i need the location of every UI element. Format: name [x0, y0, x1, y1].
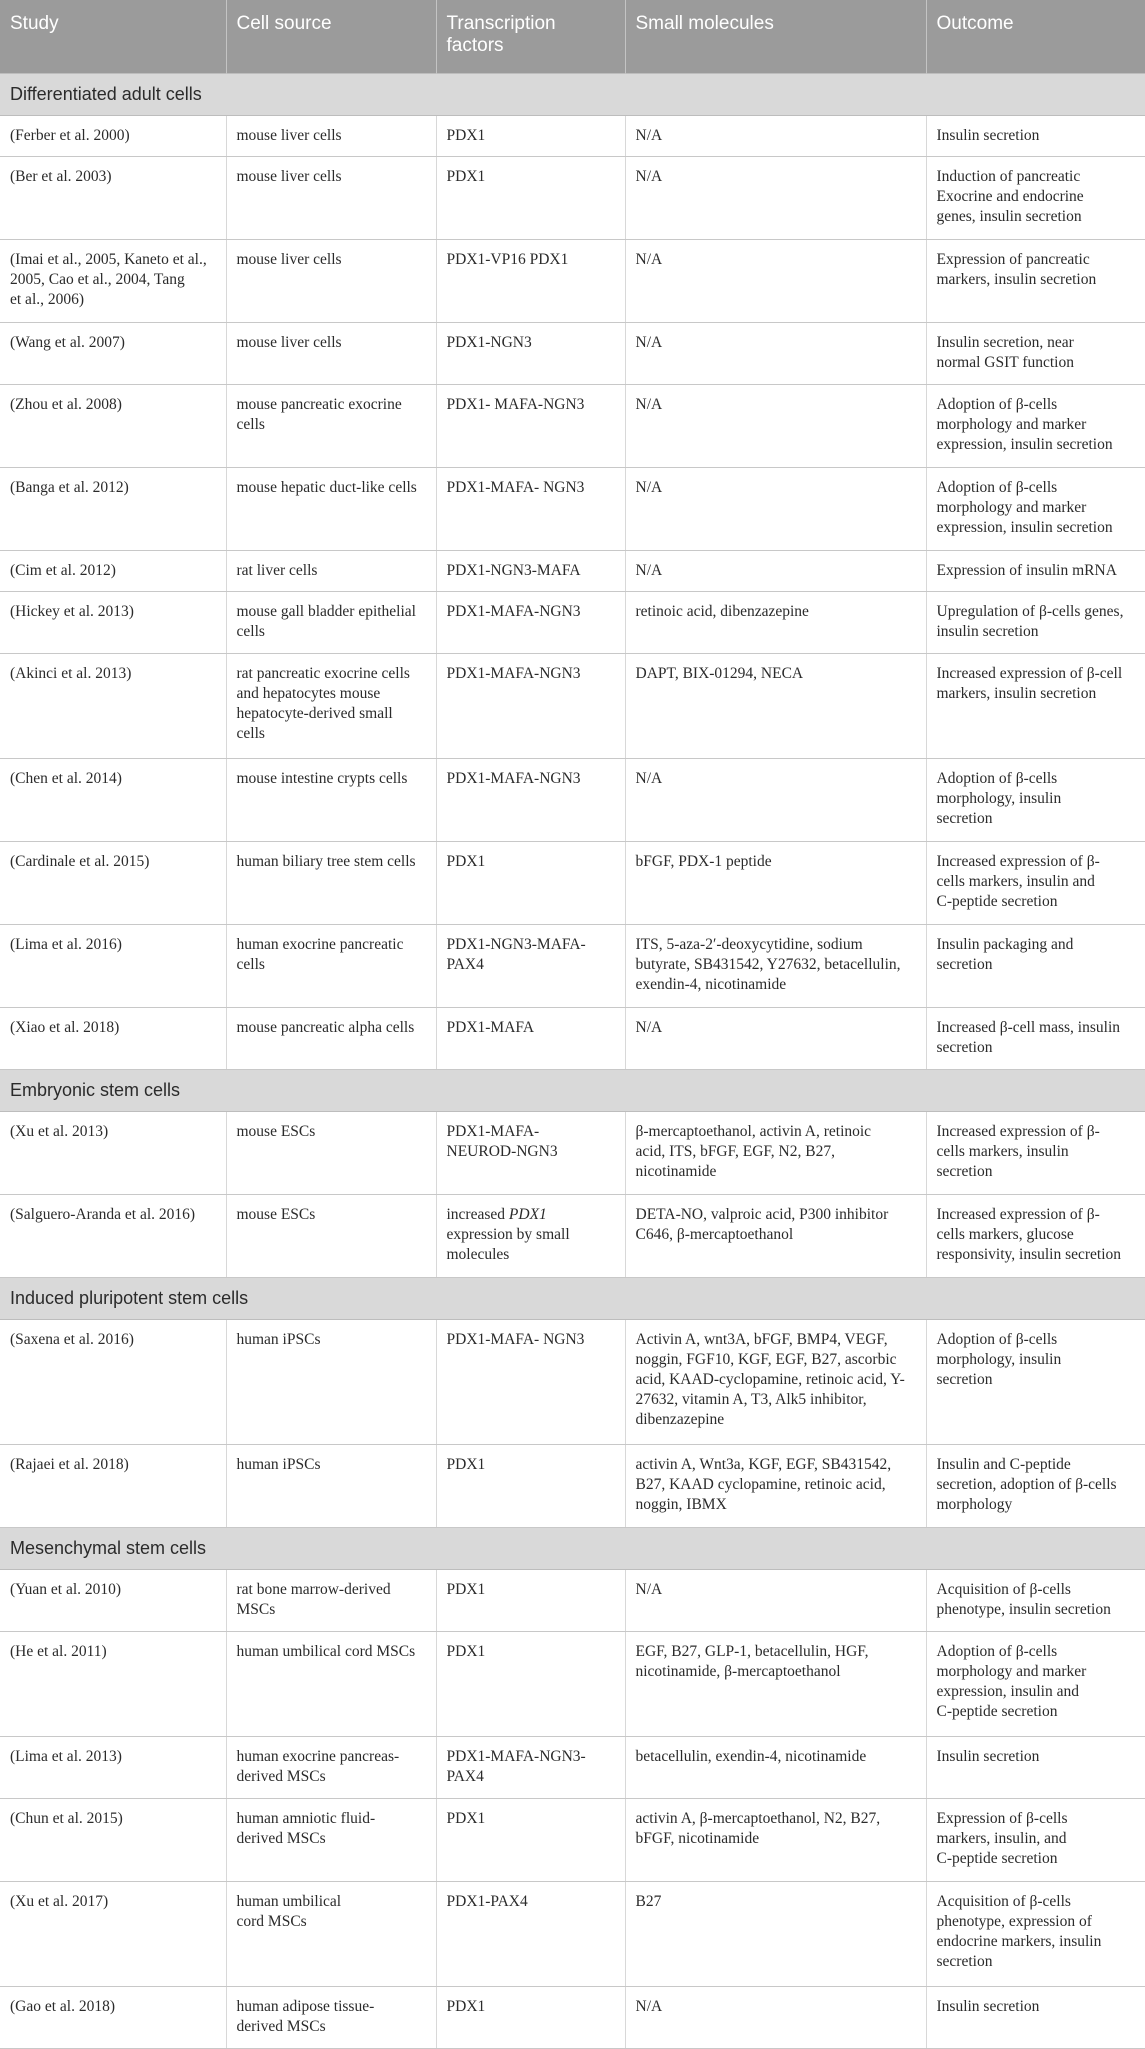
table-row — [0, 1882, 1145, 1987]
cell-source-cell-text: rat bone marrow-derived MSCs — [236, 1581, 391, 1618]
outcome-cell-text: Adoption of β-cells morphology, insulin secretion — [936, 1331, 1062, 1388]
study-cell-text: (Saxena et al. 2016) — [10, 1331, 134, 1348]
section-title: Mesenchymal stem cells — [0, 1528, 1145, 1570]
outcome-cell-text: Increased expression of β- cells markers, insulin secretion — [936, 1123, 1100, 1180]
transcription-factors-cell — [436, 1987, 625, 2049]
cell-source-cell-text: mouse pancreatic alpha cells — [236, 1019, 415, 1036]
cell-source-cell — [226, 1008, 436, 1070]
cell-source-cell — [226, 157, 436, 240]
study-cell-text: (Cim et al. 2012) — [10, 562, 116, 579]
small-molecules-cell — [625, 1737, 926, 1799]
study-cell-text: (Imai et al., 2005, Kaneto et al., 2005, Cao et al., 2004, Tang et al., 2006) — [10, 251, 207, 308]
cell-source-cell — [226, 759, 436, 842]
study-cell-text: (Zhou et al. 2008) — [10, 396, 122, 413]
table-row — [0, 323, 1145, 385]
header-small-molecules: Small molecules — [625, 0, 926, 74]
outcome-cell-text: Induction of pancreatic Exocrine and endocrine genes, insulin secretion — [936, 168, 1084, 225]
study-cell — [0, 759, 226, 842]
transcription-factors-cell-text: PDX1-NGN3-MAFA — [446, 562, 581, 579]
cell-source-cell-text: mouse hepatic duct-like cells — [236, 479, 417, 496]
transcription-factors-cell — [436, 654, 625, 759]
transcription-factors-cell-text: PDX1-MAFA- NGN3 — [446, 1331, 585, 1348]
cell-source-cell — [226, 1882, 436, 1987]
study-cell — [0, 240, 226, 323]
small-molecules-cell — [625, 1445, 926, 1528]
cell-source-cell — [226, 1632, 436, 1737]
small-molecules-cell — [625, 116, 926, 157]
small-molecules-cell — [625, 759, 926, 842]
cell-source-cell-text: mouse ESCs — [236, 1206, 316, 1223]
table-body — [0, 74, 1145, 2049]
study-cell-text: (Hickey et al. 2013) — [10, 603, 134, 620]
study-cell — [0, 116, 226, 157]
outcome-cell-text: Acquisition of β-cells phenotype, expression of endocrine markers, insulin secretion — [936, 1893, 1102, 1970]
small-molecules-cell-text: N/A — [635, 1581, 663, 1598]
study-cell — [0, 157, 226, 240]
cell-source-cell-text: mouse liver cells — [236, 334, 342, 351]
table-row — [0, 116, 1145, 157]
outcome-cell-text: Insulin secretion — [936, 127, 1040, 144]
transcription-factors-cell — [436, 592, 625, 654]
outcome-cell-text: Insulin secretion — [936, 1748, 1040, 1765]
cell-source-cell-text: human exocrine pancreas- derived MSCs — [236, 1748, 400, 1785]
cell-source-cell — [226, 1445, 436, 1528]
section-row — [0, 1278, 1145, 1320]
header-cell-source: Cell source — [226, 0, 436, 74]
table-row — [0, 468, 1145, 551]
study-cell — [0, 1882, 226, 1987]
outcome-cell — [926, 1320, 1145, 1445]
outcome-cell — [926, 116, 1145, 157]
transcription-factors-cell — [436, 842, 625, 925]
transcription-factors-cell — [436, 468, 625, 551]
section-title: Induced pluripotent stem cells — [0, 1278, 1145, 1320]
cell-source-cell-text: human iPSCs — [236, 1331, 321, 1348]
cell-source-cell — [226, 1987, 436, 2049]
small-molecules-cell-text: DETA-NO, valproic acid, P300 inhibitor C646, β-mercaptoethanol — [635, 1206, 889, 1243]
outcome-cell — [926, 592, 1145, 654]
cell-source-cell — [226, 323, 436, 385]
small-molecules-cell — [625, 1008, 926, 1070]
study-cell-text: (Banga et al. 2012) — [10, 479, 129, 496]
transcription-factors-cell-text: PDX1 — [446, 1456, 486, 1473]
cell-source-cell-text: mouse liver cells — [236, 251, 342, 268]
cell-source-cell-text: rat liver cells — [236, 562, 318, 579]
small-molecules-cell-text: N/A — [635, 479, 663, 496]
outcome-cell-text: Adoption of β-cells morphology and marker expression, insulin and C-peptide secretion — [936, 1643, 1087, 1720]
outcome-cell — [926, 240, 1145, 323]
transcription-factors-cell-text: PDX1-MAFA-NGN3 — [446, 603, 581, 620]
outcome-cell-text: Insulin secretion, near normal GSIT function — [936, 334, 1074, 371]
cell-source-cell-text: human iPSCs — [236, 1456, 321, 1473]
outcome-cell — [926, 157, 1145, 240]
study-cell-text: (Ferber et al. 2000) — [10, 127, 130, 144]
outcome-cell — [926, 1882, 1145, 1987]
cell-source-cell — [226, 385, 436, 468]
outcome-cell — [926, 1737, 1145, 1799]
outcome-cell — [926, 842, 1145, 925]
transcription-factors-cell-text: PDX1 — [446, 168, 486, 185]
outcome-cell-text: Expression of β-cells markers, insulin, and C-peptide secretion — [936, 1810, 1068, 1867]
small-molecules-cell-text: N/A — [635, 251, 663, 268]
study-cell — [0, 468, 226, 551]
study-cell — [0, 1445, 226, 1528]
outcome-cell — [926, 551, 1145, 592]
small-molecules-cell-text: betacellulin, exendin-4, nicotinamide — [635, 1748, 867, 1765]
transcription-factors-cell-text: PDX1 — [446, 853, 486, 870]
transcription-factors-cell-text: PDX1-NGN3-MAFA- PAX4 — [446, 936, 586, 973]
outcome-cell-text: Adoption of β-cells morphology and marker expression, insulin secretion — [936, 479, 1113, 536]
study-cell — [0, 1632, 226, 1737]
study-cell-text: (Salguero-Aranda et al. 2016) — [10, 1206, 196, 1223]
study-cell-text: (Xu et al. 2017) — [10, 1893, 109, 1910]
small-molecules-cell — [625, 157, 926, 240]
small-molecules-cell-text: N/A — [635, 168, 663, 185]
transcription-factors-cell — [436, 240, 625, 323]
study-cell — [0, 1008, 226, 1070]
header-study: Study — [0, 0, 226, 74]
small-molecules-cell-text: bFGF, PDX-1 peptide — [635, 853, 772, 870]
table-row — [0, 1008, 1145, 1070]
study-cell-text: (Chun et al. 2015) — [10, 1810, 123, 1827]
small-molecules-cell — [625, 1987, 926, 2049]
cell-source-cell-text: human adipose tissue- derived MSCs — [236, 1998, 375, 2035]
study-cell-text: (He et al. 2011) — [10, 1643, 107, 1660]
small-molecules-cell-text: DAPT, BIX-01294, NECA — [635, 665, 804, 682]
transcription-factors-cell-text: PDX1-MAFA — [446, 1019, 535, 1036]
table-row — [0, 1570, 1145, 1632]
outcome-cell-text: Insulin packaging and secretion — [936, 936, 1074, 973]
table-row — [0, 759, 1145, 842]
cell-source-cell-text: human amniotic fluid- derived MSCs — [236, 1810, 376, 1847]
transcription-factors-cell — [436, 1882, 625, 1987]
study-cell — [0, 1320, 226, 1445]
transcription-factors-cell-text: PDX1 — [446, 1998, 486, 2015]
small-molecules-cell-text: Activin A, wnt3A, bFGF, BMP4, VEGF, noggin, FGF10, KGF, EGF, B27, ascorbic acid, KAAD-cyclopamine, retinoic acid, Y- 27632, vitamin A, T3, Alk5 inhibitor, dibenzazepine — [635, 1331, 905, 1428]
cell-source-cell — [226, 925, 436, 1008]
small-molecules-cell — [625, 385, 926, 468]
transcription-factors-cell-text: PDX1-NGN3 — [446, 334, 532, 351]
small-molecules-cell-text: B27 — [635, 1893, 662, 1910]
outcome-cell-text: Adoption of β-cells morphology, insulin secretion — [936, 770, 1062, 827]
small-molecules-cell — [625, 1882, 926, 1987]
small-molecules-cell — [625, 592, 926, 654]
study-cell — [0, 323, 226, 385]
study-cell-text: (Rajaei et al. 2018) — [10, 1456, 129, 1473]
transcription-factors-cell — [436, 1570, 625, 1632]
section-row — [0, 1528, 1145, 1570]
outcome-cell — [926, 1987, 1145, 2049]
study-cell — [0, 925, 226, 1008]
cell-source-cell — [226, 116, 436, 157]
study-cell-text: (Wang et al. 2007) — [10, 334, 125, 351]
transcription-factors-cell-text: increased PDX1 expression by small molecules — [446, 1206, 570, 1263]
section-title: Differentiated adult cells — [0, 74, 1145, 116]
small-molecules-cell-text: N/A — [635, 1019, 663, 1036]
transcription-factors-cell — [436, 1445, 625, 1528]
study-cell — [0, 842, 226, 925]
table-row — [0, 1445, 1145, 1528]
table-row — [0, 1632, 1145, 1737]
small-molecules-cell-text: N/A — [635, 127, 663, 144]
cell-source-cell-text: human umbilical cord MSCs — [236, 1643, 416, 1660]
transcription-factors-cell-text: PDX1 — [446, 1643, 486, 1660]
transcription-factors-cell-text: PDX1 — [446, 1581, 486, 1598]
small-molecules-cell — [625, 925, 926, 1008]
small-molecules-cell — [625, 654, 926, 759]
cell-source-cell — [226, 1195, 436, 1278]
study-cell — [0, 1570, 226, 1632]
table-row — [0, 592, 1145, 654]
small-molecules-cell-text: N/A — [635, 770, 663, 787]
outcome-cell — [926, 1112, 1145, 1195]
transcription-factors-cell-text: PDX1-MAFA-NGN3 — [446, 665, 581, 682]
study-cell — [0, 1799, 226, 1882]
outcome-cell-text: Increased expression of β- cells markers, insulin and C-peptide secretion — [936, 853, 1100, 910]
study-cell-text: (Xiao et al. 2018) — [10, 1019, 120, 1036]
study-cell-text: (Xu et al. 2013) — [10, 1123, 109, 1140]
cell-source-cell — [226, 1112, 436, 1195]
cell-source-cell-text: mouse ESCs — [236, 1123, 316, 1140]
table-row — [0, 1799, 1145, 1882]
transcription-factors-cell — [436, 925, 625, 1008]
outcome-cell — [926, 654, 1145, 759]
outcome-cell — [926, 1799, 1145, 1882]
cell-source-cell-text: rat pancreatic exocrine cells and hepatocytes mouse hepatocyte-derived small cells — [236, 665, 410, 742]
small-molecules-cell — [625, 551, 926, 592]
study-cell — [0, 1112, 226, 1195]
transcription-factors-cell-text: PDX1- MAFA-NGN3 — [446, 396, 585, 413]
outcome-cell — [926, 385, 1145, 468]
study-cell-text: (Ber et al. 2003) — [10, 168, 112, 185]
small-molecules-cell-text: ITS, 5-aza-2′-deoxycytidine, sodium butyrate, SB431542, Y27632, betacellulin, exendin-4, nicotinamide — [635, 936, 901, 993]
study-cell — [0, 1737, 226, 1799]
cell-source-cell-text: human umbilical cord MSCs — [236, 1893, 342, 1930]
transcription-factors-cell — [436, 1112, 625, 1195]
cell-source-cell — [226, 1320, 436, 1445]
study-cell — [0, 385, 226, 468]
small-molecules-cell-text: N/A — [635, 334, 663, 351]
transcription-factors-cell — [436, 1632, 625, 1737]
outcome-cell-text: Insulin secretion — [936, 1998, 1040, 2015]
outcome-cell — [926, 468, 1145, 551]
study-cell-text: (Akinci et al. 2013) — [10, 665, 132, 682]
outcome-cell-text: Increased expression of β- cells markers, glucose responsivity, insulin secretion — [936, 1206, 1122, 1263]
small-molecules-cell-text: N/A — [635, 396, 663, 413]
cell-source-cell — [226, 1799, 436, 1882]
transcription-factors-cell — [436, 116, 625, 157]
small-molecules-cell — [625, 842, 926, 925]
outcome-cell — [926, 323, 1145, 385]
small-molecules-cell-text: β-mercaptoethanol, activin A, retinoic acid, ITS, bFGF, EGF, N2, B27, nicotinamide — [635, 1123, 872, 1180]
cell-source-cell-text: mouse liver cells — [236, 168, 342, 185]
transcription-factors-cell-text: PDX1-PAX4 — [446, 1893, 528, 1910]
cell-source-cell-text: mouse intestine crypts cells — [236, 770, 408, 787]
outcome-cell-text: Upregulation of β-cells genes, insulin secretion — [936, 603, 1124, 640]
transcription-factors-cell-text: PDX1-MAFA-NGN3 — [446, 770, 581, 787]
transcription-factors-cell — [436, 1799, 625, 1882]
header-outcome: Outcome — [926, 0, 1145, 74]
outcome-cell-text: Increased β-cell mass, insulin secretion — [936, 1019, 1120, 1056]
small-molecules-cell — [625, 323, 926, 385]
cell-source-cell — [226, 654, 436, 759]
small-molecules-cell — [625, 1799, 926, 1882]
outcome-cell — [926, 1632, 1145, 1737]
table-row — [0, 385, 1145, 468]
study-cell — [0, 654, 226, 759]
table-row — [0, 842, 1145, 925]
outcome-cell — [926, 1195, 1145, 1278]
study-cell-text: (Lima et al. 2013) — [10, 1748, 122, 1765]
outcome-cell-text: Expression of insulin mRNA — [936, 562, 1117, 579]
study-cell — [0, 1195, 226, 1278]
outcome-cell — [926, 1570, 1145, 1632]
small-molecules-cell-text: EGF, B27, GLP-1, betacellulin, HGF, nicotinamide, β-mercaptoethanol — [635, 1643, 869, 1680]
transcription-factors-cell-text: PDX1 — [446, 1810, 486, 1827]
cell-source-cell-text: mouse gall bladder epithelial cells — [236, 603, 416, 640]
small-molecules-cell-text: N/A — [635, 562, 663, 579]
transcription-factors-cell-text: PDX1-MAFA- NGN3 — [446, 479, 585, 496]
outcome-cell-text: Increased expression of β-cell markers, insulin secretion — [936, 665, 1123, 702]
header-row — [0, 0, 1145, 74]
transcription-factors-cell-text: PDX1-VP16 PDX1 — [446, 251, 569, 268]
transcription-factors-cell — [436, 385, 625, 468]
outcome-cell — [926, 925, 1145, 1008]
section-row — [0, 74, 1145, 116]
cell-source-cell — [226, 592, 436, 654]
small-molecules-cell-text: N/A — [635, 1998, 663, 2015]
outcome-cell-text: Adoption of β-cells morphology and marker expression, insulin secretion — [936, 396, 1113, 453]
small-molecules-cell-text: activin A, Wnt3a, KGF, EGF, SB431542, B27, KAAD cyclopamine, retinoic acid, noggin, IBMX — [635, 1456, 892, 1513]
transcription-factors-cell — [436, 157, 625, 240]
small-molecules-cell — [625, 1570, 926, 1632]
outcome-cell-text: Insulin and C-peptide secretion, adoption of β-cells morphology — [936, 1456, 1117, 1513]
study-cell-text: (Cardinale et al. 2015) — [10, 853, 150, 870]
table-row — [0, 240, 1145, 323]
transcription-factors-cell — [436, 759, 625, 842]
small-molecules-cell — [625, 1632, 926, 1737]
study-cell-text: (Yuan et al. 2010) — [10, 1581, 122, 1598]
cell-source-cell-text: human exocrine pancreatic cells — [236, 936, 404, 973]
header-transcription-factors: Transcription factors — [436, 0, 625, 74]
transcription-factors-cell — [436, 1737, 625, 1799]
transcription-factors-cell-text: PDX1-MAFA- NEUROD-NGN3 — [446, 1123, 558, 1160]
cell-source-cell — [226, 1570, 436, 1632]
cell-source-cell-text: mouse liver cells — [236, 127, 342, 144]
small-molecules-cell-text: activin A, β-mercaptoethanol, N2, B27, bFGF, nicotinamide — [635, 1810, 881, 1847]
transcription-factors-cell — [436, 1008, 625, 1070]
outcome-cell-text: Expression of pancreatic markers, insulin secretion — [936, 251, 1097, 288]
table-row — [0, 1737, 1145, 1799]
cell-source-cell — [226, 842, 436, 925]
transcription-factors-cell-text: PDX1-MAFA-NGN3- PAX4 — [446, 1748, 586, 1785]
study-cell — [0, 551, 226, 592]
cell-source-cell — [226, 468, 436, 551]
cell-source-cell — [226, 551, 436, 592]
cell-source-cell — [226, 1737, 436, 1799]
cell-source-cell-text: human biliary tree stem cells — [236, 853, 416, 870]
table-row — [0, 925, 1145, 1008]
study-cell-text: (Gao et al. 2018) — [10, 1998, 116, 2015]
cell-source-cell — [226, 240, 436, 323]
study-cell-text: (Chen et al. 2014) — [10, 770, 122, 787]
small-molecules-cell — [625, 240, 926, 323]
small-molecules-cell-text: retinoic acid, dibenzazepine — [635, 603, 809, 620]
transcription-factors-cell — [436, 323, 625, 385]
table-row — [0, 1195, 1145, 1278]
small-molecules-cell — [625, 468, 926, 551]
transcription-factors-cell — [436, 1195, 625, 1278]
transcription-factors-cell-text: PDX1 — [446, 127, 486, 144]
table-row — [0, 654, 1145, 759]
table-row — [0, 1112, 1145, 1195]
transcription-factors-cell — [436, 1320, 625, 1445]
study-cell-text: (Lima et al. 2016) — [10, 936, 122, 953]
cell-source-cell-text: mouse pancreatic exocrine cells — [236, 396, 402, 433]
small-molecules-cell — [625, 1195, 926, 1278]
section-title: Embryonic stem cells — [0, 1070, 1145, 1112]
table-row — [0, 1320, 1145, 1445]
outcome-cell — [926, 759, 1145, 842]
section-row — [0, 1070, 1145, 1112]
outcome-cell — [926, 1445, 1145, 1528]
outcome-cell — [926, 1008, 1145, 1070]
table-row — [0, 157, 1145, 240]
small-molecules-cell — [625, 1112, 926, 1195]
study-cell — [0, 592, 226, 654]
table-row — [0, 1987, 1145, 2049]
table-row — [0, 551, 1145, 592]
outcome-cell-text: Acquisition of β-cells phenotype, insulin secretion — [936, 1581, 1111, 1618]
transcription-factors-cell — [436, 551, 625, 592]
study-cell — [0, 1987, 226, 2049]
small-molecules-cell — [625, 1320, 926, 1445]
